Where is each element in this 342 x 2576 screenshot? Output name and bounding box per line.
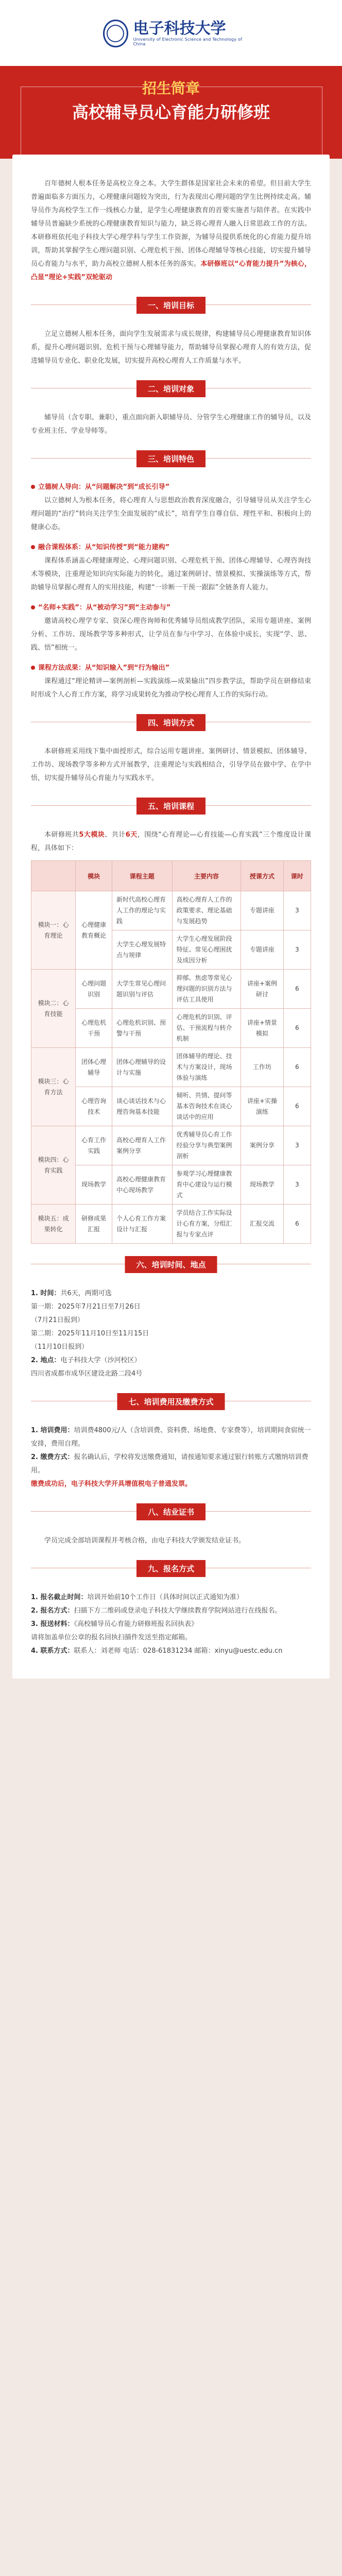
- table-cell-topic: 谈心谈话技术与心理咨询基本技能: [112, 1087, 172, 1126]
- hero-title: 高校辅导员心育能力研修班: [72, 103, 270, 122]
- table-cell-hours: 3: [283, 891, 311, 930]
- table-cell-mode: 汇报交流: [241, 1205, 283, 1244]
- table-cell-topic: 团体心理辅导的设计与实施: [112, 1048, 172, 1087]
- fee-note: 缴费成功后，电子科技大学开具增值税电子普通发票。: [31, 1480, 192, 1488]
- method-text: 本研修班采用线下集中面授形式，综合运用专题讲座、案例研讨、情景模拟、团体辅导、工作坊、现场教学等多种方式开展教学，注重理论与实践相结合，引导学员在做中学、在学中悟，切实提升辅导员心育能力与实践水平。: [31, 748, 311, 782]
- table-cell-content: 高校心理育人工作的政策要求、理论基础与发展趋势: [172, 891, 241, 930]
- course-lead: 本研修班共5大模块、共计6天，围绕“心育理论—心育技能—心育实践”三个维度设计课程，具体如下：: [31, 831, 311, 852]
- fee-section: [12, 1424, 330, 1491]
- schedule-line: （7月21日报到）: [31, 1316, 84, 1324]
- table-cell-module: 心理问题识别: [76, 970, 112, 1009]
- schedule-line: 第一期：2025年7月21日至7月26日: [31, 1303, 141, 1311]
- table-cell-module: 心理危机干预: [76, 1009, 112, 1048]
- col-header-hours: 课时: [283, 861, 311, 891]
- schedule-line: 四川省成都市成华区建设北路二段4号: [31, 1370, 143, 1378]
- table-cell-content: 抑郁、焦虑等常见心理问题的识别方法与评估工具使用: [172, 970, 241, 1009]
- table-cell-content: 学员结合工作实际设计心育方案，分组汇报与专家点评: [172, 1205, 241, 1244]
- schedule-line: 2. 地点：电子科技大学（沙河校区）: [31, 1357, 141, 1364]
- table-cell-part: 模块五：成果转化: [31, 1205, 76, 1244]
- goal-text: 立足立德树人根本任务，面向学生发展需求与成长规律，构建辅导员心理健康教育知识体系，提升心理问题识别、危机干预与心理辅导能力，帮助辅导员掌握心理育人的有效方法，促进辅导员专业化、职业化发展，切实提升高校心理育人工作质量与水平。: [31, 330, 311, 365]
- table-cell-hours: 6: [283, 1009, 311, 1048]
- section-header-schedule: 六、培训时间、地点: [12, 1254, 330, 1275]
- col-header-part: [31, 861, 76, 891]
- table-cell-hours: 3: [283, 930, 311, 970]
- feature-text: 邀请高校心理学专家、资深心理咨询师和优秀辅导员组成教学团队，采用专题讲座、案例分析、工作坊、现场教学等多种形式，让学员在参与中学习、在体验中成长，实现“学、思、践、悟”相统一。: [31, 617, 311, 652]
- schedule-section: [12, 1287, 330, 1381]
- apply-line: 2. 报名方式：扫描下方二维码或登录电子科技大学继续教育学院网站进行在线报名。: [31, 1607, 282, 1615]
- section-header-course: 五、培训课程: [12, 795, 330, 816]
- col-header-module: 模块: [76, 861, 112, 891]
- table-cell-content: 参观学习心理健康教育中心建设与运行模式: [172, 1165, 241, 1205]
- section-header-goal: 一、培训目标: [12, 295, 330, 315]
- section-header-fee: 七、培训费用及缴费方式: [12, 1391, 330, 1412]
- table-row: [31, 1126, 311, 1165]
- table-header-row: [31, 861, 311, 891]
- table-cell-hours: 3: [283, 1126, 311, 1165]
- section-header-method: 四、培训方式: [12, 712, 330, 733]
- table-cell-module: 研修成果汇报: [76, 1205, 112, 1244]
- feature-section: [12, 481, 330, 702]
- table-row: [31, 970, 311, 1009]
- table-cell-part: 模块一：心育理论: [31, 891, 76, 970]
- hero-frame: [21, 87, 322, 165]
- university-logo: [103, 21, 242, 46]
- intro-paragraph: [31, 177, 311, 284]
- intro-highlight: 本研修班以“心育能力提升”为核心，凸显“理论+实践”双轮驱动: [31, 260, 311, 281]
- table-cell-part: 模块三：心育方法: [31, 1048, 76, 1126]
- feature-text: 以立德树人为根本任务，将心理育人与思想政治教育深度融合，引导辅导员从关注学生心理问题的“治疗”转向关注学生全面发展的“成长”，培育学生自尊自信、理性平和、积极向上的健康心态。: [31, 497, 311, 531]
- table-cell-topic: 大学生心理发展特点与规律: [112, 930, 172, 970]
- section-header-cert: 八、结业证书: [12, 1501, 330, 1522]
- bullet-dot-icon: [31, 605, 35, 609]
- table-cell-hours: 6: [283, 1205, 311, 1244]
- course-table-body: [31, 891, 311, 1244]
- top-bar: [0, 0, 342, 66]
- table-cell-hours: 6: [283, 970, 311, 1009]
- apply-line: 3. 报送材料：《高校辅导员心育能力研修班报名回执表》: [31, 1620, 198, 1628]
- fee-line: 2. 缴费方式：报名确认后，学校将发送缴费通知，请按通知要求通过银行转账方式缴纳培训费用。: [31, 1453, 309, 1475]
- schedule-line: 第二期：2025年11月10日至11月15日: [31, 1330, 149, 1337]
- col-header-topic: 课程主题: [112, 861, 172, 891]
- table-cell-module: 现场教学: [76, 1165, 112, 1205]
- table-cell-mode: 讲座+案例研讨: [241, 970, 283, 1009]
- table-cell-part: 模块四：心育实践: [31, 1126, 76, 1205]
- bullet-dot-icon: [31, 545, 35, 549]
- feature-heading: “名师+实践”：从“被动学习”到“主动参与”: [31, 602, 311, 612]
- feature-text: 课程通过“理论精讲—案例剖析—实践演练—成果输出”四步教学法，帮助学员在研修结束时形成个人心育工作方案，将学习成果转化为推动学校心理育人工作的实际行动。: [31, 677, 311, 699]
- cert-section: [12, 1534, 330, 1548]
- table-row: [31, 1205, 311, 1244]
- bullet-dot-icon: [31, 485, 35, 489]
- table-cell-hours: 6: [283, 1087, 311, 1126]
- table-cell-content: 团体辅导的理论、技术与方案设计，现场体验与演练: [172, 1048, 241, 1087]
- table-cell-content: 心理危机的识别、评估、干预流程与转介机制: [172, 1009, 241, 1048]
- table-cell-topic: 个人心育工作方案设计与汇报: [112, 1205, 172, 1244]
- table-cell-mode: 讲座+实操演练: [241, 1087, 283, 1126]
- audience-text: 辅导员（含专职、兼职），重点面向新入职辅导员、分管学生心理健康工作的辅导员，以及专业班主任、学业导师等。: [31, 414, 311, 435]
- logo-chinese-name: 电子科技大学: [133, 20, 226, 38]
- section-header-audience: 二、培训对象: [12, 378, 330, 399]
- table-cell-topic: 高校心理健康教育中心现场教学: [112, 1165, 172, 1205]
- university-seal-icon: [103, 20, 128, 47]
- table-cell-topic: 新时代高校心理育人工作的理论与实践: [112, 891, 172, 930]
- table-cell-mode: 现场教学: [241, 1165, 283, 1205]
- table-row: [31, 891, 311, 930]
- fee-line: 1. 培训费用：培训费4800元/人（含培训费、资料费、场地费、专家费等），培训期间食宿统一安排，费用自理。: [31, 1427, 311, 1448]
- course-table: [31, 860, 311, 1244]
- hero-subtitle: 招生简章: [142, 80, 200, 97]
- apply-section: [12, 1591, 330, 1679]
- table-cell-module: 心育工作实践: [76, 1126, 112, 1165]
- table-cell-module: 团体心理辅导: [76, 1048, 112, 1087]
- table-cell-topic: 心理危机识别、预警与干预: [112, 1009, 172, 1048]
- table-cell-topic: 大学生常见心理问题识别与评估: [112, 970, 172, 1009]
- table-cell-mode: 专题讲座: [241, 891, 283, 930]
- audience-section: [12, 411, 330, 438]
- feature-text: 课程体系涵盖心理健康理论、心理问题识别、心理危机干预、团体心理辅导、心理咨询技术等模块，注重理论知识向实际能力的转化，通过案例研讨、情景模拟、实操演练等方式，帮助辅导员掌握心理育人的实用技能，构建“一诊断一干预一跟踪”全链条育人能力。: [31, 557, 311, 591]
- feature-heading: 融合课程体系：从“知识传授”到“能力建构”: [31, 541, 311, 551]
- course-section: [12, 828, 330, 1244]
- table-cell-content: 优秀辅导员心育工作经验分享与典型案例剖析: [172, 1126, 241, 1165]
- bullet-dot-icon: [31, 666, 35, 670]
- table-cell-hours: 6: [283, 1048, 311, 1087]
- section-header-apply: 九、报名方式: [12, 1558, 330, 1579]
- intro-text: 百年德树人根本任务是高校立身之本。大学生群体是国家社会未来的希望。但目前大学生普遍面临多方面压力，心理健康问题较为突出，行为表现出心理问题的学生比例持续走高。辅导员作为高校学生工作一线核心力量，是学生心理健康教育的首要实施者与陪伴者。在实践中辅导员普遍缺少系统的心理健康教育知识与能力，缺乏将心理育人融入日常思政工作的方法。本研修班依托电子科技大学心理学科与学生工作资源，为辅导员提供系统化的心育能力提升培训，帮助其掌握学生心理问题识别、心理危机干预、团体心理辅导等核心技能，切实提升辅导员心育能力与水平，助力高校立德树人根本任务的落实。: [31, 180, 311, 268]
- table-cell-content: 倾听、共情、提问等基本咨询技术在谈心谈话中的应用: [172, 1087, 241, 1126]
- schedule-line: 1. 时间：共6天，两期可选: [31, 1290, 112, 1297]
- cert-text: 学员完成全部培训课程并考核合格，由电子科技大学颁发结业证书。: [44, 1537, 246, 1545]
- feature-heading: 立德树人导向：从“问题解决”到“成长引导”: [31, 481, 311, 491]
- table-cell-mode: 案例分享: [241, 1126, 283, 1165]
- table-cell-module: 心理咨询技术: [76, 1087, 112, 1126]
- table-row: [31, 1048, 311, 1087]
- table-cell-content: 大学生心理发展阶段特征、常见心理困扰及成因分析: [172, 930, 241, 970]
- table-cell-hours: 3: [283, 1165, 311, 1205]
- apply-line: 请将加盖单位公章的报名回执扫描件发送至指定邮箱。: [31, 1634, 192, 1641]
- table-cell-topic: 高校心理育人工作案例分享: [112, 1126, 172, 1165]
- table-cell-module: 心理健康教育概论: [76, 891, 112, 970]
- table-cell-mode: 工作坊: [241, 1048, 283, 1087]
- table-cell-mode: 专题讲座: [241, 930, 283, 970]
- apply-line: 4. 联系方式：联系人：刘老师 电话：028-61831234 邮箱：xinyu@uestc.edu.cn: [31, 1647, 283, 1655]
- table-cell-part: 模块二：心育技能: [31, 970, 76, 1048]
- schedule-line: （11月10日报到）: [31, 1343, 89, 1351]
- table-cell-mode: 讲座+情景模拟: [241, 1009, 283, 1048]
- col-header-content: 主要内容: [172, 861, 241, 891]
- section-header-feature: 三、培训特色: [12, 448, 330, 469]
- logo-english-name: University of Electronic Science and Technology of China: [133, 37, 242, 46]
- intro-section: [12, 155, 330, 284]
- content-card: [12, 155, 330, 1679]
- method-section: [12, 745, 330, 785]
- apply-line: 1. 报名截止时间：培训开始前10个工作日（具体时间以正式通知为准）: [31, 1594, 244, 1601]
- goal-section: [12, 328, 330, 368]
- feature-heading: 课程方法成果：从“知识输入”到“行为输出”: [31, 662, 311, 672]
- col-header-mode: 授课方式: [241, 861, 283, 891]
